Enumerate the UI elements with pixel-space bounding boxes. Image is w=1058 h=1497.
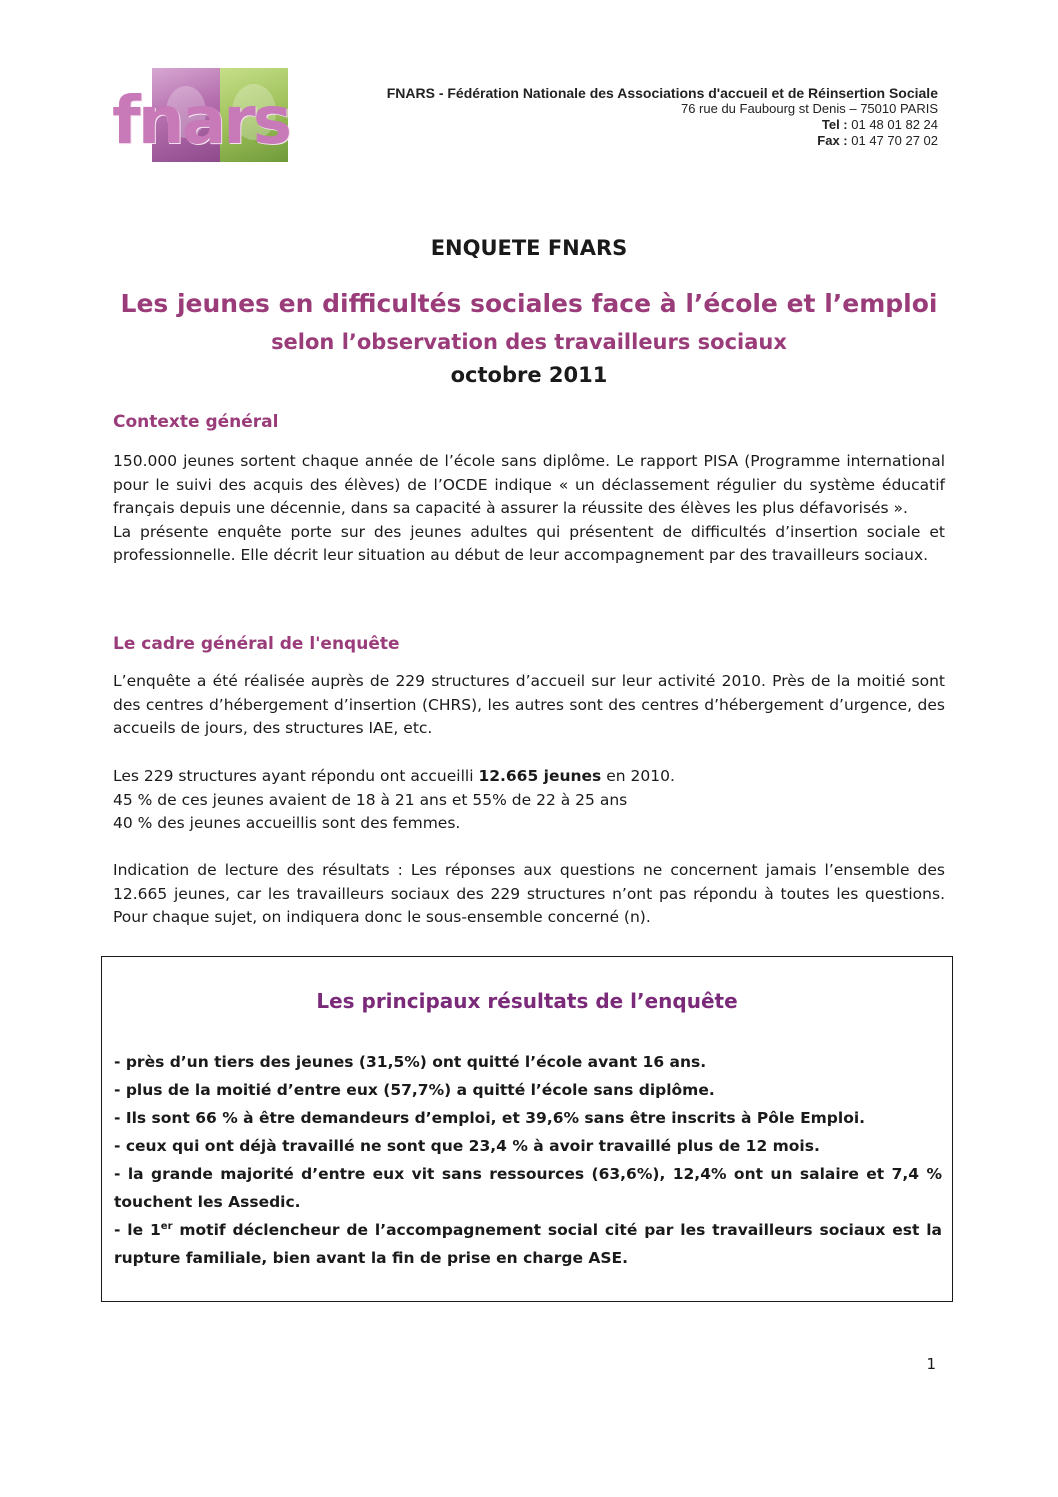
section-heading-contexte: Contexte général <box>113 412 279 432</box>
result-item: - ceux qui ont déjà travaillé ne sont que 23,4 % à avoir travaillé plus de 12 mois. <box>114 1137 820 1155</box>
org-tel: Tel : 01 48 01 82 24 <box>821 117 938 132</box>
fnars-logo <box>112 68 290 162</box>
paragraph: 150.000 jeunes sortent chaque année de l’école sans diplôme. Le rapport PISA (Programme international pour le suivi des acquis des élèves) de l’OCDE indique « un déclassement régulier du système éducatif français depuis une décennie, dans sa capacité à assurer la réussite des élèves les plus défavorisés ». <box>113 452 945 517</box>
doc-subtitle: selon l’observation des travailleurs sociaux <box>271 330 787 354</box>
results-title: Les principaux résultats de l’enquête <box>316 989 738 1013</box>
results-list <box>114 1048 942 1272</box>
section-contexte-body <box>113 450 945 568</box>
org-header <box>387 85 938 149</box>
doc-kicker: ENQUETE FNARS <box>430 236 628 260</box>
result-item: - Ils sont 66 % à être demandeurs d’emploi, et 39,6% sans être inscrits à Pôle Emploi. <box>114 1109 866 1127</box>
key-figures <box>113 765 945 836</box>
result-item: - la grande majorité d’entre eux vit sans ressources (63,6%), 12,4% ont un salaire et 7,4 % touchent les Assedic. <box>114 1165 942 1211</box>
org-address: 76 rue du Faubourg st Denis – 75010 PARIS <box>680 101 938 116</box>
paragraph: La présente enquête porte sur des jeunes adultes qui présentent de difficultés d’insertion sociale et professionnelle. Elle décrit leur situation au début de leur accompagnement par des travailleurs sociaux. <box>113 522 945 564</box>
key-figure-line: 45 % de ces jeunes avaient de 18 à 21 ans et 55% de 22 à 25 ans <box>113 790 628 809</box>
key-figure-line: Les 229 structures ayant répondu ont accueilli 12.665 jeunes en 2010. <box>113 767 675 785</box>
paragraph: L’enquête a été réalisée auprès de 229 structures d’accueil sur leur activité 2010. Près de la moitié sont des centres d’hébergement d’insertion (CHRS), les autres sont des centres d’hébergement d’urgence, des accueils de jours, des structures IAE, etc. <box>113 672 945 737</box>
key-figure-line: 40 % des jeunes accueillis sont des femmes. <box>113 814 461 832</box>
doc-title: Les jeunes en difficultés sociales face à l’école et l’emploi <box>120 289 938 318</box>
page-number: 1 <box>926 1355 936 1373</box>
logo-wordmark: fnars <box>112 82 290 159</box>
org-fax: Fax : 01 47 70 27 02 <box>817 133 938 148</box>
results-box <box>101 956 953 1302</box>
section-heading-cadre: Le cadre général de l'enquête <box>113 634 400 654</box>
org-name: FNARS - Fédération Nationale des Associations d'accueil et de Réinsertion Sociale <box>386 85 938 101</box>
paragraph: Indication de lecture des résultats : Les réponses aux questions ne concernent jamais l’ensemble des 12.665 jeunes, car les travailleurs sociaux des 229 structures n’ont pas répondu à toutes les questions. Pour chaque sujet, on indiquera donc le sous-ensemble concerné (n). <box>113 861 945 926</box>
reading-note <box>113 859 945 930</box>
result-item: - près d’un tiers des jeunes (31,5%) ont quitté l’école avant 16 ans. <box>114 1053 707 1071</box>
result-item: - plus de la moitié d’entre eux (57,7%) a quitté l’école sans diplôme. <box>114 1081 715 1099</box>
section-cadre-body <box>113 670 945 741</box>
result-item: - le 1er motif déclencheur de l’accompagnement social cité par les travailleurs sociaux est la rupture familiale, bien avant la fin de prise en charge ASE. <box>114 1220 942 1267</box>
doc-date: octobre 2011 <box>450 363 608 387</box>
